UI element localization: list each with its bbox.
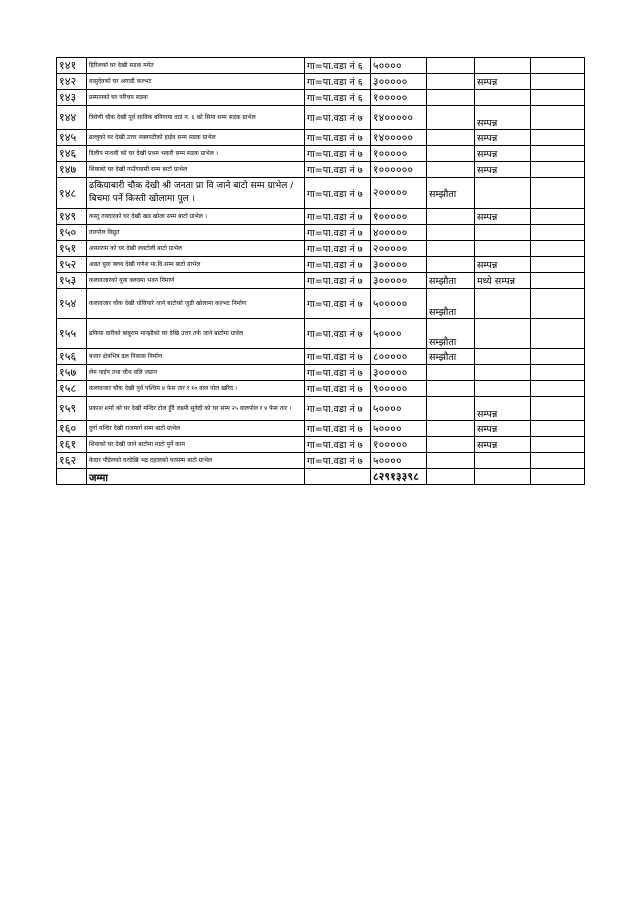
ward-number: गा=पा.वडा नं ७: [305, 349, 371, 365]
table-row: [57, 74, 585, 90]
budget-amount: ४०००००: [371, 225, 427, 241]
empty-cell: [531, 74, 585, 90]
serial-number: १६०: [57, 421, 87, 437]
serial-number: १५०: [57, 225, 87, 241]
budget-amount: ५००००: [371, 319, 427, 349]
budget-amount: ३०००००: [371, 74, 427, 90]
empty-cell: [531, 421, 585, 437]
serial-number: १५३: [57, 273, 87, 289]
serial-number: १५५: [57, 319, 87, 349]
ward-number: गा=पा.वडा नं ७: [305, 257, 371, 273]
project-description: दुर्गा मन्दिर देखी राजमार्ग सम्म बाटो ग्राभेल: [87, 421, 305, 437]
budget-amount: ९०००००: [371, 381, 427, 397]
ward-number: गा=पा.वडा नं ७: [305, 146, 371, 162]
table-row: [57, 381, 585, 397]
completion-status: [475, 349, 531, 365]
ward-number: गा=पा.वडा नं ६: [305, 58, 371, 74]
agreement-status: सम्झौता: [427, 178, 475, 209]
completion-status: [475, 225, 531, 241]
agreement-status: [427, 241, 475, 257]
completion-status: सम्पन्न: [475, 257, 531, 273]
completion-status: [475, 289, 531, 319]
table-row: [57, 437, 585, 453]
project-description: शिवाको घर देखी जाने बाटोमा माटो पुर्ने काम: [87, 437, 305, 453]
serial-number: १५१: [57, 241, 87, 257]
total-amount: ८२९१३३९८: [371, 469, 427, 485]
empty-cell: [531, 397, 585, 421]
project-description: कलावजार चौक देखी पुर्व पश्चिम ४ फेस तार र १० वाल पोल खरिद ।: [87, 381, 305, 397]
agreement-status: [427, 381, 475, 397]
budget-amount: १०००००: [371, 90, 427, 106]
budget-amount: ५००००: [371, 397, 427, 421]
empty-cell: [531, 257, 585, 273]
agreement-status: [427, 146, 475, 162]
ward-number: गा=पा.वडा नं ७: [305, 162, 371, 178]
table-row: [57, 257, 585, 273]
serial-number: १४४: [57, 106, 87, 130]
budget-amount: ८०००००: [371, 349, 427, 365]
serial-number: १४७: [57, 162, 87, 178]
completion-status: [475, 90, 531, 106]
completion-status: सम्पन्न: [475, 209, 531, 225]
ward-number: गा=पा.वडा नं ७: [305, 178, 371, 209]
table-row: [57, 209, 585, 225]
table-row: [57, 130, 585, 146]
project-description: तारपोल विद्युत: [87, 225, 305, 241]
agreement-status: [427, 162, 475, 178]
project-description: कलावजारको युवा क्लवमा भवन निमार्ण: [87, 273, 305, 289]
empty-cell: [531, 178, 585, 209]
total-label: जम्मा: [87, 469, 305, 485]
table-row: [57, 365, 585, 381]
project-description: ढकिया वारीको बाबुराम मान्झीको घर देखि उत्तर तर्फ जाने बाटोमा ग्रावेल: [87, 319, 305, 349]
budget-amount: ५००००: [371, 421, 427, 437]
completion-status: सम्पन्न: [475, 437, 531, 453]
agreement-status: सम्झौता: [427, 289, 475, 319]
project-description: आसाराम को घर देखी लवटोली बाटो ग्राभेल: [87, 241, 305, 257]
table-row: [57, 90, 585, 106]
empty-cell: [531, 58, 585, 74]
budget-amount: १०००००: [371, 146, 427, 162]
empty-cell: [57, 469, 87, 485]
project-description: केदार पौडेलको घरदेखि भद्र दहालको घरसम्म बाटो ग्राभेल: [87, 453, 305, 469]
ward-number: गा=पा.वडा नं ६: [305, 90, 371, 106]
project-description: लेम पाईप तथा चौथ वलि जडान: [87, 365, 305, 381]
completion-status: सम्पन्न: [475, 130, 531, 146]
empty-cell: [427, 469, 475, 485]
empty-cell: [531, 365, 585, 381]
table-row: [57, 453, 585, 469]
empty-cell: [531, 106, 585, 130]
table-row: [57, 241, 585, 257]
budget-amount: २०००००: [371, 178, 427, 209]
completion-status: मध्ये सम्पन्न: [475, 273, 531, 289]
project-description: कस्तु तवदारको घर देखी खड खोला सम्म बाटो ग्राभेल ।: [87, 209, 305, 225]
ward-number: गा=पा.वडा नं ७: [305, 106, 371, 130]
empty-cell: [531, 289, 585, 319]
budget-amount: ५००००: [371, 58, 427, 74]
empty-cell: [531, 469, 585, 485]
serial-number: १४९: [57, 209, 87, 225]
ward-number: गा=पा.वडा नं ६: [305, 74, 371, 90]
budget-amount: ५०००००: [371, 289, 427, 319]
table-row: [57, 178, 585, 209]
empty-cell: [475, 469, 531, 485]
completion-status: [475, 453, 531, 469]
budget-amount: १०००००: [371, 437, 427, 453]
completion-status: सम्पन्न: [475, 421, 531, 437]
table-row: [57, 106, 585, 130]
agreement-status: [427, 257, 475, 273]
ward-number: गा=पा.वडा नं ७: [305, 381, 371, 397]
serial-number: १५६: [57, 349, 87, 365]
ward-number: गा=पा.वडा नं ७: [305, 453, 371, 469]
budget-amount: २०००००: [371, 241, 427, 257]
empty-cell: [531, 209, 585, 225]
serial-number: १४१: [57, 58, 87, 74]
completion-status: [475, 319, 531, 349]
completion-status: सम्पन्न: [475, 106, 531, 130]
completion-status: सम्पन्न: [475, 162, 531, 178]
agreement-status: [427, 365, 475, 381]
agreement-status: [427, 90, 475, 106]
agreement-status: [427, 225, 475, 241]
ward-number: गा=पा.वडा नं ७: [305, 397, 371, 421]
completion-status: सम्पन्न: [475, 146, 531, 162]
project-description: बजार क्षेत्रभित्र ढल निकास निर्माण: [87, 349, 305, 365]
completion-status: [475, 241, 531, 257]
agreement-status: [427, 421, 475, 437]
completion-status: [475, 365, 531, 381]
table-row: [57, 349, 585, 365]
budget-amount: १४०००००: [371, 106, 427, 130]
budget-amount: ३०००००: [371, 365, 427, 381]
table-row: [57, 225, 585, 241]
empty-cell: [531, 437, 585, 453]
ward-number: गा=पा.वडा नं ७: [305, 225, 371, 241]
completion-status: सम्पन्न: [475, 397, 531, 421]
serial-number: १४५: [57, 130, 87, 146]
table-row: [57, 58, 585, 74]
agreement-status: [427, 130, 475, 146]
ward-number: गा=पा.वडा नं ७: [305, 365, 371, 381]
budget-amount: ३०००००: [371, 257, 427, 273]
completion-status: सम्पन्न: [475, 74, 531, 90]
empty-cell: [531, 241, 585, 257]
project-description: वासुदेवको घर अगाडी कल्भट: [87, 74, 305, 90]
ward-number: गा=पा.वडा नं ७: [305, 130, 371, 146]
agreement-status: सम्झौता: [427, 349, 475, 365]
budget-amount: १०००००: [371, 209, 427, 225]
table-body: [57, 58, 585, 485]
completion-status: [475, 58, 531, 74]
project-description: प्रकाश शर्मा को घर देखी मन्दिर टोल हुँदै लक्ष्मी सुवेदी को घर सम्म २५ वालपोल र ४ फेस तार ।: [87, 397, 305, 421]
serial-number: १५२: [57, 257, 87, 273]
ward-number: गा=पा.वडा नं ७: [305, 209, 371, 225]
agreement-status: [427, 397, 475, 421]
agreement-status: सम्झौता: [427, 273, 475, 289]
serial-number: १५४: [57, 289, 87, 319]
completion-status: [475, 381, 531, 397]
ward-number: गा=पा.वडा नं ७: [305, 319, 371, 349]
ward-number: गा=पा.वडा नं ७: [305, 241, 371, 257]
ward-number: गा=पा.वडा नं ७: [305, 437, 371, 453]
table-row: [57, 273, 585, 289]
empty-cell: [531, 162, 585, 178]
table-row: [57, 289, 585, 319]
empty-cell: [531, 453, 585, 469]
project-description: त्रिवेणी चौक देखी पूर्व साविक बनिगामा वाडं न. ६ को सिमा सम्म सडक ग्राभेल: [87, 106, 305, 130]
serial-number: १५७: [57, 365, 87, 381]
serial-number: १५९: [57, 397, 87, 421]
table-row: [57, 146, 585, 162]
empty-cell: [531, 381, 585, 397]
ward-number: गा=पा.वडा नं ७: [305, 273, 371, 289]
ward-number: गा=पा.वडा नं ७: [305, 289, 371, 319]
budget-amount: ३०००००: [371, 273, 427, 289]
project-description: दिलीप माथवी को घर देखी प्रथम भकरी सम्म सडक ग्राभेल ।: [87, 146, 305, 162]
budget-amount: १००००००: [371, 162, 427, 178]
empty-cell: [531, 130, 585, 146]
table-row: [57, 397, 585, 421]
serial-number: १४२: [57, 74, 87, 90]
agreement-status: [427, 106, 475, 130]
agreement-status: [427, 74, 475, 90]
serial-number: १४६: [57, 146, 87, 162]
ward-number: गा=पा.वडा नं ७: [305, 421, 371, 437]
empty-cell: [531, 349, 585, 365]
budget-amount: ५००००: [371, 453, 427, 469]
agreement-status: सम्झौता: [427, 319, 475, 349]
completion-status: [475, 178, 531, 209]
budget-amount: १४०००००: [371, 130, 427, 146]
empty-cell: [531, 146, 585, 162]
project-description: कलावजार चौक देखी धोवियारे जाने बाटोको जुडी खोलामा कल्भट निर्माण: [87, 289, 305, 319]
agreement-status: [427, 58, 475, 74]
project-description: शिवाको घर देखी गाउँगवासी सम्म बाटो ग्राभेल: [87, 162, 305, 178]
budget-table: [56, 57, 585, 485]
serial-number: १५८: [57, 381, 87, 397]
empty-cell: [531, 90, 585, 106]
serial-number: १६१: [57, 437, 87, 453]
table-row: [57, 421, 585, 437]
agreement-status: [427, 209, 475, 225]
project-description: ढकियाबारी चौक देखी श्री जनता प्रा वि जाने बाटो सम्म ग्राभेल / बिचमा पर्ने किस्ती खोलामा पुल ।: [87, 178, 305, 209]
table-row: [57, 319, 585, 349]
empty-cell: [531, 225, 585, 241]
empty-cell: [305, 469, 371, 485]
empty-cell: [531, 319, 585, 349]
total-row: [57, 469, 585, 485]
project-description: हिरिलको घर देखी सडक ममेत: [87, 58, 305, 74]
serial-number: १६२: [57, 453, 87, 469]
agreement-status: [427, 453, 475, 469]
project-description: ढल्लुको घर देखी उत्तर नक्वपटीको हाईव सम्म सडक ग्राभेल: [87, 130, 305, 146]
table-row: [57, 162, 585, 178]
project-description: प्रस्मानको घर परिचय सडक: [87, 90, 305, 106]
serial-number: १४३: [57, 90, 87, 106]
agreement-status: [427, 437, 475, 453]
empty-cell: [531, 273, 585, 289]
project-description: अन्नत युवा क्लव देखी गणेश मा.वि.सम्म बाटो ग्राभेल: [87, 257, 305, 273]
serial-number: १४८: [57, 178, 87, 209]
